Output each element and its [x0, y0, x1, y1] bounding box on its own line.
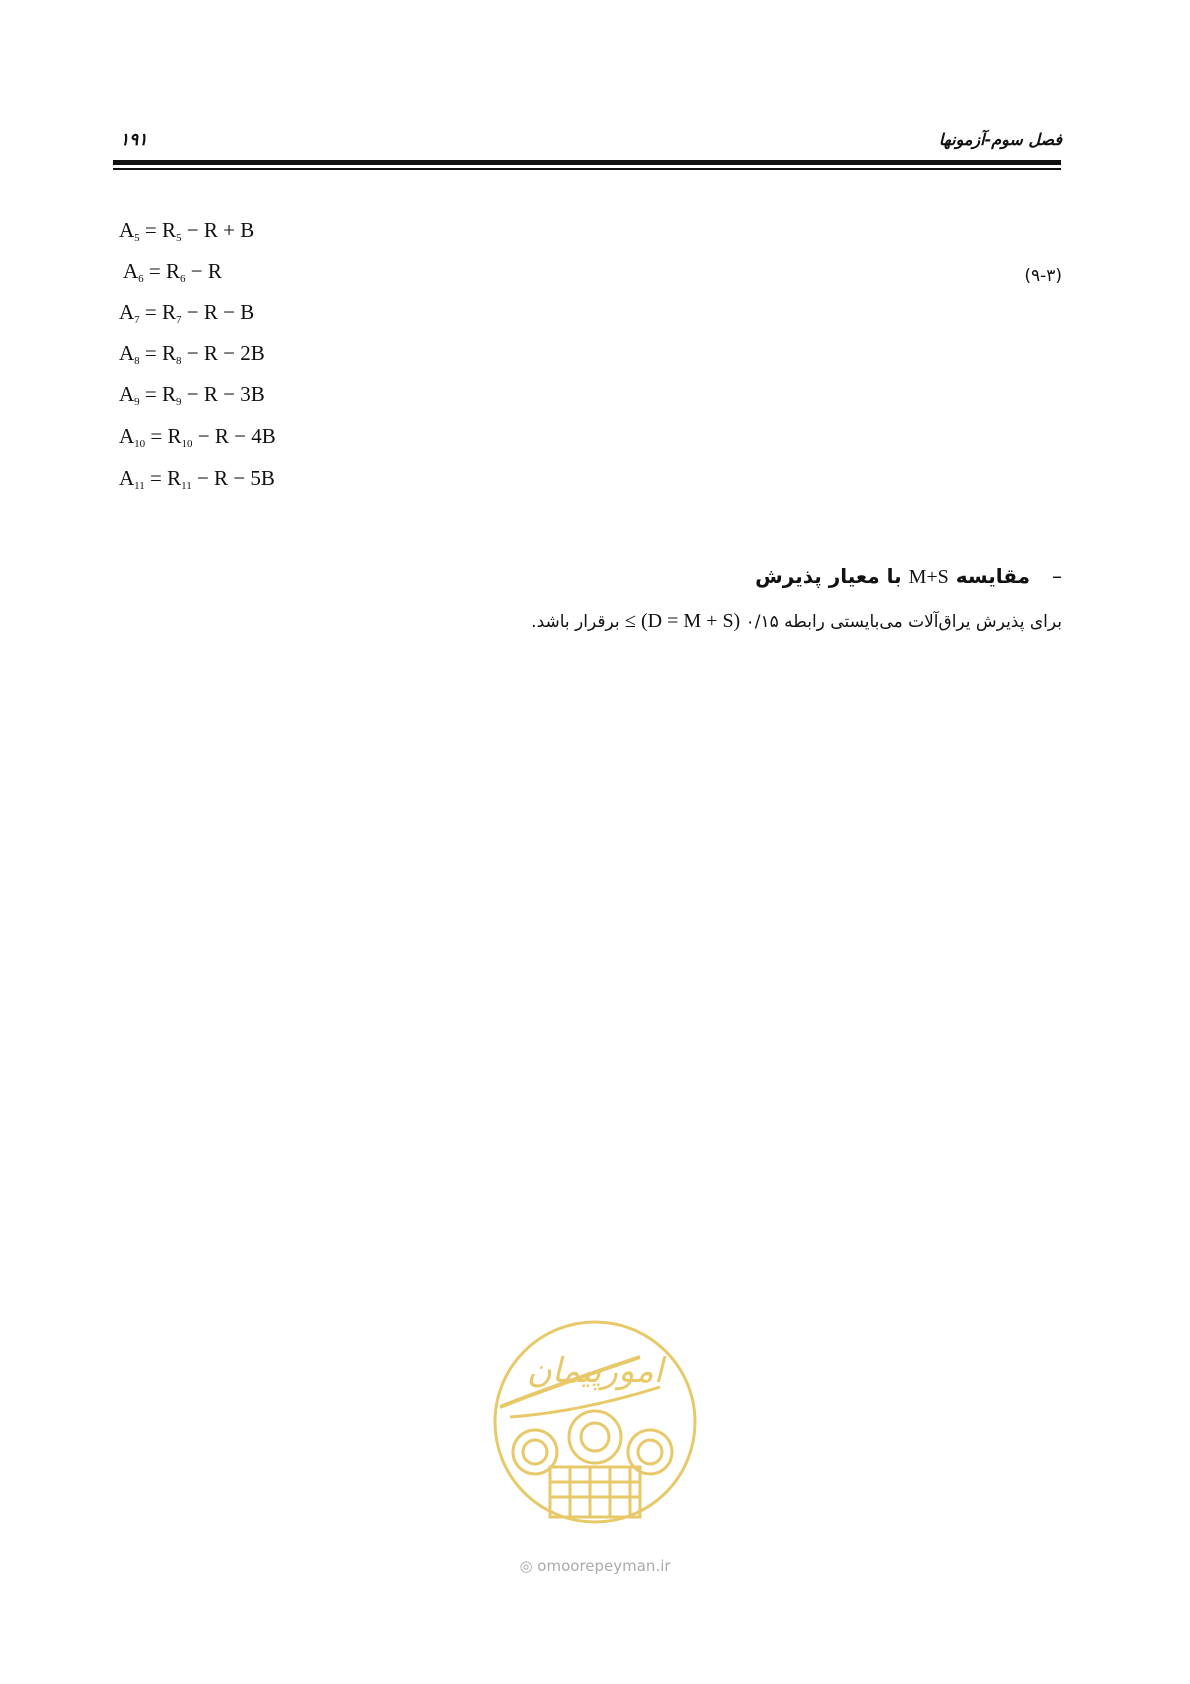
- section-title-ms: M+S: [908, 566, 949, 588]
- watermark-logo-text: امورپیمان: [526, 1351, 664, 1391]
- section-dash: –: [1052, 564, 1062, 588]
- acceptance-paragraph: [531, 610, 1062, 633]
- equation-r-sub: 10: [181, 438, 193, 450]
- equation-line: [123, 259, 222, 285]
- equation-lhs-sub: 7: [134, 314, 140, 326]
- equation-rest: − R − B: [181, 300, 255, 324]
- equation-eq: =: [139, 382, 163, 406]
- equation-lhs: A: [123, 259, 139, 283]
- equation-lhs-sub: 11: [134, 480, 145, 492]
- equation-r: R: [167, 466, 182, 490]
- equation-r-sub: 8: [176, 355, 182, 367]
- equation-lhs-sub: 6: [138, 273, 144, 285]
- equation-rest: − R − 2B: [181, 341, 265, 365]
- equation-line: [119, 218, 254, 244]
- equation-rest: − R: [185, 259, 222, 283]
- equation-rest: − R − 5B: [191, 466, 275, 490]
- chapter-title: فصل سوم-آزمونها: [938, 130, 1062, 149]
- equation-r: R: [162, 300, 177, 324]
- equation-line: [119, 466, 275, 492]
- equation-lhs-sub: 8: [134, 355, 140, 367]
- header-rule-thin: [113, 168, 1061, 170]
- paragraph-math: ≤ (D = M + S): [625, 610, 741, 632]
- watermark-url: ◎ omoorepeyman.ir: [519, 1557, 671, 1575]
- watermark-logo: [490, 1317, 700, 1567]
- equation-lhs: A: [119, 466, 135, 490]
- equation-lhs: A: [119, 300, 135, 324]
- equation-lhs: A: [119, 424, 135, 448]
- equation-line: [119, 424, 276, 450]
- equation-line: [119, 300, 254, 326]
- equation-number: (۹-۳): [1024, 266, 1062, 286]
- equation-lhs-sub: 9: [134, 396, 140, 408]
- equation-eq: =: [143, 259, 167, 283]
- equation-r: R: [167, 424, 182, 448]
- equation-r: R: [162, 341, 177, 365]
- equation-r-sub: 6: [180, 273, 186, 285]
- equation-lhs: A: [119, 382, 135, 406]
- equation-r-sub: 11: [181, 480, 192, 492]
- equation-r-sub: 7: [176, 314, 182, 326]
- equation-eq: =: [145, 424, 168, 448]
- equation-lhs: A: [119, 341, 135, 365]
- equation-eq: =: [139, 300, 163, 324]
- equation-lhs-sub: 5: [134, 232, 140, 244]
- watermark-url-text: omoorepeyman.ir: [537, 1557, 671, 1575]
- equation-r-sub: 5: [176, 232, 182, 244]
- paragraph-value: ۰/۱۵: [745, 612, 779, 632]
- page-number: ۱۹۱: [120, 130, 148, 150]
- equation-r: R: [162, 382, 177, 406]
- equation-r: R: [166, 259, 181, 283]
- equation-line: [119, 341, 265, 367]
- equation-rest: − R + B: [181, 218, 255, 242]
- equation-lhs-sub: 10: [134, 438, 146, 450]
- section-title-suffix: با معیار پذیرش: [755, 564, 902, 588]
- equation-eq: =: [139, 341, 163, 365]
- equation-eq: =: [139, 218, 163, 242]
- section-heading: [755, 564, 1062, 589]
- section-title-prefix: مقایسه: [955, 564, 1030, 588]
- paragraph-after: برقرار باشد.: [531, 612, 620, 632]
- equation-line: [119, 382, 265, 408]
- equation-eq: =: [144, 466, 168, 490]
- equation-rest: − R − 4B: [192, 424, 276, 448]
- equation-lhs: A: [119, 218, 135, 242]
- header-rule-thick: [113, 160, 1061, 165]
- equation-r-sub: 9: [176, 396, 182, 408]
- equation-rest: − R − 3B: [181, 382, 265, 406]
- paragraph-before: برای پذیرش یراق‌آلات می‌بایستی رابطه: [784, 612, 1062, 632]
- equation-r: R: [162, 218, 177, 242]
